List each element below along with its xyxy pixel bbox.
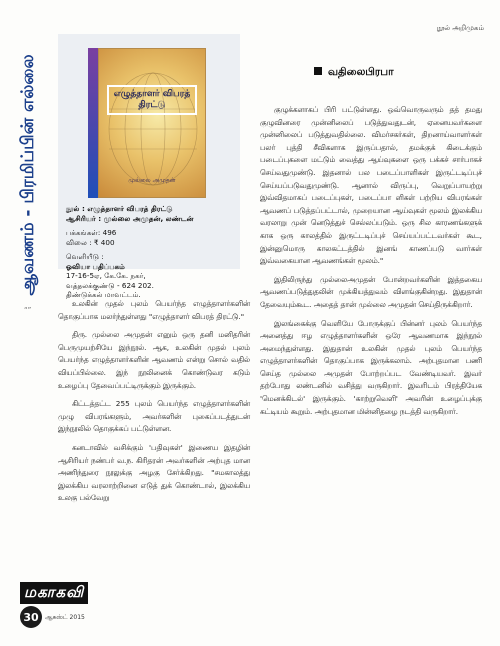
reviewer-heading (314, 66, 394, 79)
publisher-address-1: 17-16-5ஏ, கே.கே. நகர், (66, 271, 146, 280)
magazine-footer-logo (20, 582, 90, 638)
paragraph: கிட்டத்தட்ட 255 புலம் பெயர்ந்த எழுத்தாளர்களின் முழு விபரங்களும், அவர்களின் புகைப்படத்துடன் இந்நூலில் தொகுக்கப் பட்டுள்ளன. (58, 399, 250, 434)
vertical-article-title (10, 40, 48, 310)
publisher-address-2: வத்தலக்குண்டு - 624 202. (66, 280, 154, 290)
issue-date: ஆகஸ்ட் 2015 (45, 613, 85, 621)
article-column-left (58, 298, 250, 505)
paragraph: உலகின் முதல் புலம் பெயர்ந்த எழுத்தாளர்களின் தொகுப்பாக மலர்ந்துள்ளது "எழுத்தாளர் விபரத் திரட்டு." (58, 299, 250, 321)
issue-number: 30 (20, 606, 42, 628)
book-spine (88, 48, 98, 198)
paragraph: இலங்கைக்கு வெளியே போருக்குப் பின்னர் புலம் பெயர்ந்த அனைத்து ஈழ எழுத்தாளர்களின் ஒரே ஆவணமாக இந்நூல் அமைந்துள்ளது. இதுதான் உலகின் முதல் புலம் பெயர்ந்த எழுத்தாளர்களின் தொகுப்பாக இருக்கலாம். அற்புதமான பணி செய்த முல்லை அமுதன் போற்றப்பட வேண்டியவர். இவர் தற்போது லண்டனில் வசித்து வருகிறார். இவரிடம் பிரத்தியேக 'மெனக்கிடல்' இருக்கும். 'காற்றுவெளி' அவரின் உழைப்புக்கு கட்டியம் கூறும். அற்புதமான மின்னிதழை நடத்தி வருகிறார். (260, 318, 482, 416)
reviewer-name: வதிலைபிரபா (328, 66, 394, 78)
publisher-name: ஓவியா பதிப்பகம் (66, 261, 125, 271)
publisher-address-3: திண்டுக்கல் மாவட்டம். (66, 290, 141, 299)
book-front-cover (98, 48, 206, 198)
publisher-label: வெளியீடு : (66, 252, 104, 261)
article-title-text: ஆவணம் - பிரமிப்பின் எல்லை (18, 54, 38, 296)
book-cover-author: முல்லை அமுதன் (128, 177, 176, 184)
quote-mark: “” (24, 306, 32, 314)
book-price-line: விலை : ₹ 400 (66, 237, 115, 247)
paragraph: திரு. முல்லை அமுதன் எனும் ஒரு தனி மனிதரின் பெருமுயற்சியே இந்நூல். ஆக, உலகின் முதல் புலம் பெயர்ந்த எழுத்தாளர்களின் ஆவணம் என்று சொல் வதில் வியப்பில்லை. இந் நூலினைக் கொண்டுவர கடும் உழைப்பு தேவைப்பட்டிருக்கும் இருக்கும். (58, 330, 250, 390)
square-bullet-icon (314, 67, 322, 75)
paragraph: கனடாவில் வசிக்கும் 'பதிவுகள்' இணைய இதழின் ஆசிரியர் நண்பர் வ.ந. கிரிதரன் அவர்களின் அற்புத மான அணிந்துரை நூலுக்கு அழகு சேர்க்கிறது. "சமகாலத்து இலக்கிய வரலாற்றினை எடுத் துக் கொண்டால், இலக்கிய உலகு பல்வேறு (58, 442, 250, 503)
article-column-right (260, 104, 482, 418)
book-cover-title: எழுத்தாளர் விபரத் திரட்டு (107, 85, 197, 115)
magazine-name: மகாகவி (20, 582, 88, 604)
book-title-line: நூல் : எழுத்தாளர் விபரத் திரட்டு (66, 204, 173, 213)
issue-badge (20, 606, 90, 628)
paragraph: இதிலிருந்து முல்லைஅமுதன் போன்றவர்களின் இத்தகைய ஆவணப்படுத்துதலின் முக்கியத்துவம் விளங்குகின்றது. இதுதான் தேவையும்கூட. அதைத் தான் முல்லை அமுதன் செய்திருக்கிறார். (260, 274, 482, 309)
book-details (66, 204, 194, 300)
book-author-line: ஆசிரியர் : முல்லை அமுதன், லண்டன் (66, 213, 194, 223)
book-info-box (58, 34, 240, 299)
book-pages-line: பக்கங்கள்: 496 (66, 228, 117, 237)
book-cover-image (88, 48, 206, 198)
section-tag: நூல் அறிமுகம் (436, 24, 484, 32)
paragraph: குழுக்களாகப் பிரி பட்டுள்ளது. ஒவ்வொருவரும் தத் தமது குழுவினரை முன்னிலைப் படுத்துவதுடன், ஏனையவர்களை முன்னிலைப் படுத்துவதில்லை. விமர்சகர்கள், திறனாய்வாளர்கள் பலர் புத்தி சீவிகளாக இருப்பதால், தமக்குக் கிடைக்கும் படைப்புகளை மட்டும் வைத்து ஆய்வுகளை ஒரு பக்கச் சார்பாகச் செய்வதுமுண்டு. இதனால் பல படைப்பாளிகள் இருட்டடிப்புச் செய்யப்படுவதுமுண்டு. ஆனால் விருப்பு, வெறுப்பாயற்று இவ்விதமாகப் படைப்புகள், படைப்பா ளிகள் பற்றிய விபரங்கள் ஆவணப் படுத்தப்பட்டால், முறையான ஆய்வுகள் மூலம் இலக்கிய வரலாறு முன் னெடுத்துச் செல்லப்படும். ஒரு சில காரணங்களுக் காக ஒரு காலத்தில் இருட்டடிப்புச் செய்யப்பட்டவர்கள் கூட, இன்னுமொரு காலகட்டத்தில் இனங் காணப்படு வார்கள் இவ்வகையான ஆவணங்கள் மூலம்." (260, 105, 482, 266)
